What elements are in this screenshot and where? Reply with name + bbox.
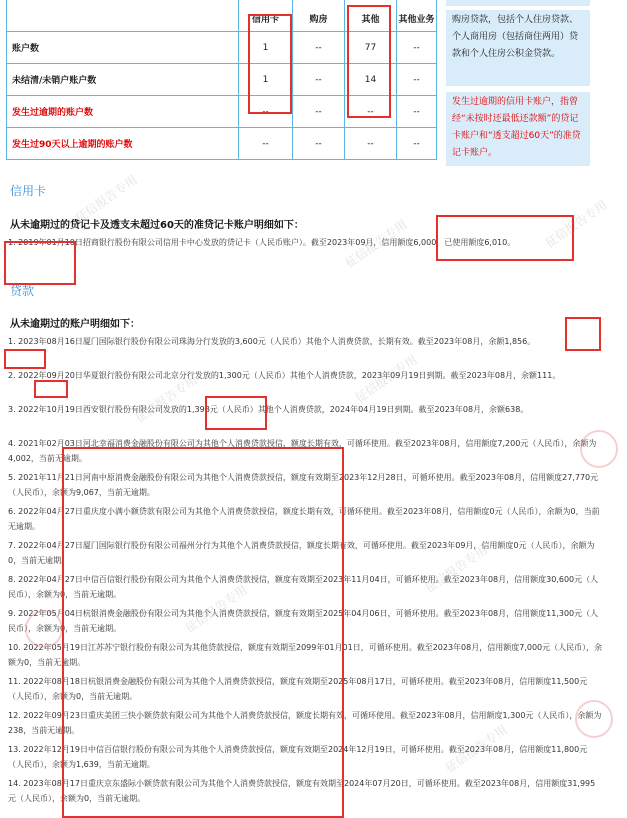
watermark: 征信报告专用	[542, 197, 610, 251]
note-top-strip	[446, 0, 590, 6]
watermark: 征信报告专用	[442, 722, 510, 776]
header-housing: 购房	[293, 0, 345, 32]
housing-note: 购房贷款，包括个人住房贷款、个人商用房（包括商住两用）贷款和个人住房公积金贷款。	[446, 10, 590, 86]
highlight-box	[4, 349, 46, 369]
table-header-row	[7, 0, 437, 32]
watermark: 征信报告专用	[352, 352, 420, 406]
credit-card-detail-title: 从未逾期过的贷记卡及透支未超过60天的准贷记卡账户明细如下：	[10, 220, 304, 231]
credit-card-item: 1. 2019年01月10日招商银行股份有限公司信用卡中心发放的贷记卡（人民币账户）。截至2023年09月，信用额度6,000，已使用额度6,010。	[8, 238, 516, 247]
table-cell: --	[293, 96, 345, 128]
row-label: 发生过90天以上逾期的账户数	[7, 128, 239, 160]
list-item: 14. 2023年08月17日重庆京东盛际小额贷款有限公司为其他个人消费贷款授信，额度有效期至2024年07月20日，可循环使用。截至2023年08月，信用额度31,995元（人民币），余额为0，当前无逾期。	[8, 779, 596, 803]
header-other-business: 其他业务	[397, 0, 437, 32]
table-row	[7, 128, 437, 160]
table-row	[7, 96, 437, 128]
list-item: 4. 2021年02月03日河北幸福消费金融股份有限公司为其他个人消费贷款授信，额度长期有效，可循环使用。截至2023年08月，信用额度7,200元（人民币），余额为4,002，当前无逾期。	[8, 439, 597, 463]
table-cell: --	[345, 96, 397, 128]
table-row	[7, 32, 437, 64]
row-label: 账户数	[7, 32, 239, 64]
table-cell: --	[293, 128, 345, 160]
table-cell: --	[397, 64, 437, 96]
header-other: 其他	[345, 0, 397, 32]
list-item: 12. 2022年09月23日重庆美团三快小额贷款有限公司为其他个人消费贷款授信，额度长期有效，可循环使用。截至2023年08月，信用额度1,300元（人民币），余额为238，当前无逾期。	[8, 711, 602, 735]
list-item: 13. 2022年12月19日中信百信银行股份有限公司为其他个人消费贷款授信，额度有效期至2024年12月19日，可循环使用。截至2023年08月，信用额度11,800元（人民币），余额为1,639，当前无逾期。	[8, 745, 588, 769]
list-item: 9. 2022年05月04日杭银消费金融股份有限公司为其他个人消费贷款授信，额度有效期至2025年04月06日，可循环使用。截至2023年08月，信用额度11,300元（人民币），余额为0，当前无逾期。	[8, 609, 599, 633]
table-cell: --	[293, 32, 345, 64]
overdue-note: 发生过逾期的信用卡账户，指曾经“未按时还最低还款额”的贷记卡账户和“透支超过60天”的准贷记卡账户。	[446, 92, 590, 166]
table-cell: --	[397, 96, 437, 128]
watermark: 征信报告专用	[342, 217, 410, 271]
table-row	[7, 64, 437, 96]
list-item: 6. 2022年04月27日重庆度小满小额贷款有限公司为其他个人消费贷款授信，额度长期有效，可循环使用。截至2023年08月，信用额度0元（人民币），余额为0，当前无逾期。	[8, 507, 600, 531]
row-label: 未结清/未销户账户数	[7, 64, 239, 96]
list-item: 3. 2022年10月19日西安银行股份有限公司发放的1,398元（人民币）其他个人消费贷款，2024年04月19日到期。截至2023年08月，余额638。	[8, 405, 529, 414]
table-cell: 1	[239, 64, 293, 96]
table-cell: --	[397, 32, 437, 64]
header-credit-card: 信用卡	[239, 0, 293, 32]
watermark: 征信报告专用	[72, 172, 140, 226]
list-item: 11. 2022年08月18日杭银消费金融股份有限公司为其他个人消费贷款授信，额度有效期至2025年08月17日，可循环使用。截至2023年08月，信用额度11,500元（人民币），余额为0，当前无逾期。	[8, 677, 588, 701]
table-cell: --	[239, 96, 293, 128]
section-credit-card: 信用卡	[10, 184, 47, 198]
list-item: 2. 2022年09月20日华夏银行股份有限公司北京分行发放的1,300元（人民币）其他个人消费贷款，2023年09月19日到期。截至2023年08月，余额111。	[8, 371, 561, 380]
header-blank	[7, 0, 239, 32]
section-loans: 贷款	[10, 284, 35, 298]
watermark: 征信报告专用	[132, 372, 200, 426]
list-item: 1. 2023年08月16日厦门国际银行股份有限公司珠海分行发放的3,600元（人民币）其他个人消费贷款，长期有效。截至2023年08月，余额1,856。	[8, 337, 536, 346]
table-cell: 1	[239, 32, 293, 64]
table-cell: --	[345, 128, 397, 160]
list-item: 7. 2022年04月27日厦门国际银行股份有限公司福州分行为其他个人消费贷款授信，额度长期有效，可循环使用。截至2023年09月，信用额度0元（人民币），余额为0，当前无逾期。	[8, 541, 595, 565]
account-summary-table	[6, 0, 437, 160]
table-cell: --	[397, 128, 437, 160]
loan-detail-title: 从未逾期过的账户明细如下：	[10, 319, 140, 330]
table-cell: --	[239, 128, 293, 160]
watermark: 征信报告专用	[182, 582, 250, 636]
table-cell: 14	[345, 64, 397, 96]
list-item: 8. 2022年04月27日中信百信银行股份有限公司为其他个人消费贷款授信，额度有效期至2023年11月04日，可循环使用。截至2023年08月，信用额度30,600元（人民币），余额为0，当前无逾期。	[8, 575, 599, 599]
row-label: 发生过逾期的账户数	[7, 96, 239, 128]
watermark: 征信报告专用	[422, 542, 490, 596]
list-item: 5. 2021年11月21日河南中原消费金融股份有限公司为其他个人消费贷款授信，额度有效期至2023年12月28日，可循环使用。截至2023年08月，信用额度27,770元（人民币），余额为9,067，当前无逾期。	[8, 473, 599, 497]
list-item: 10. 2022年05月19日江苏苏宁银行股份有限公司为其他贷款授信，额度有效期至2099年01月01日，可循环使用。截至2023年08月，信用额度7,000元（人民币），余额为0，当前无逾期。	[8, 643, 603, 667]
table-cell: --	[293, 64, 345, 96]
table-cell: 77	[345, 32, 397, 64]
